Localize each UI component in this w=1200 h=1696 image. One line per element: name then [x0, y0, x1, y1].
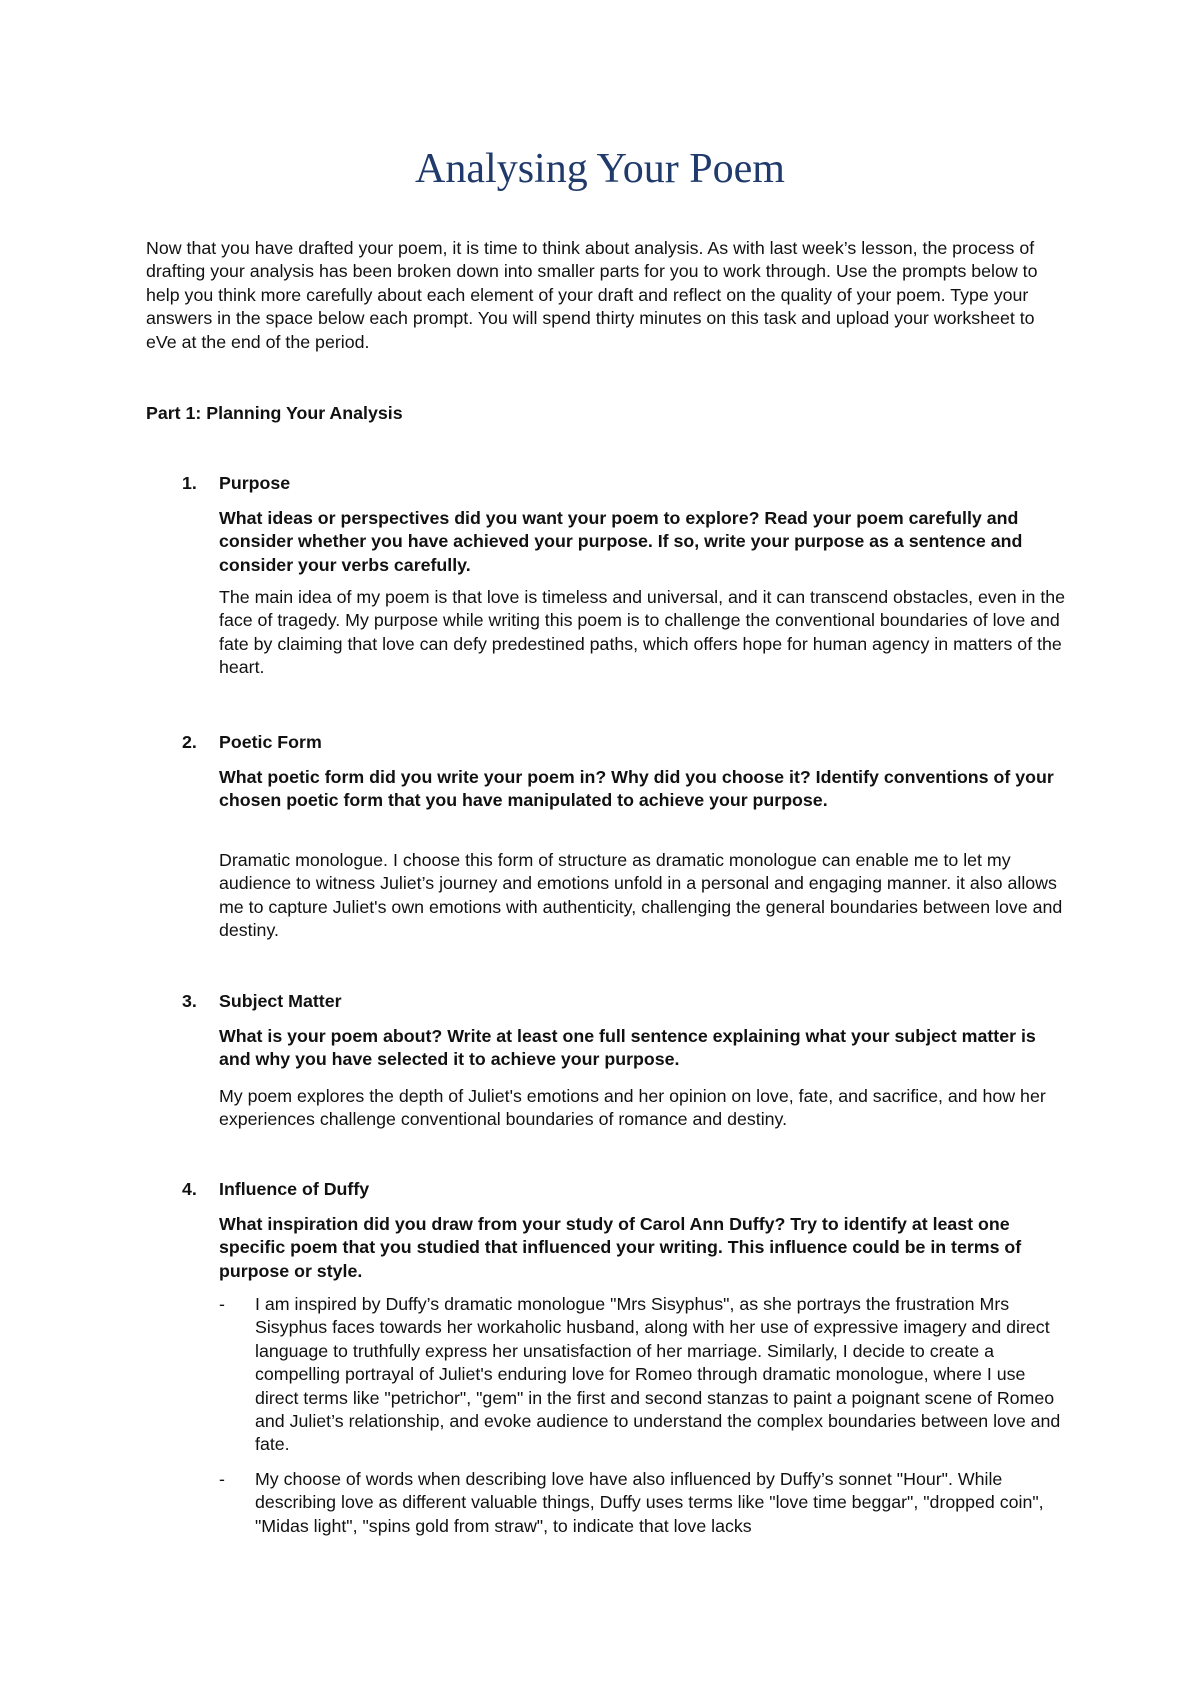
- section-title: Purpose: [219, 473, 291, 493]
- bullet-text: My choose of words when describing love have also influenced by Duffy’s sonnet "Hour". While describing love as different valuable things, Duffy uses terms like "love time beggar", "dropped coin", "Midas light", "spins gold from straw", to indicate that love lacks: [255, 1468, 1044, 1536]
- section-title: Poetic Form: [219, 732, 322, 752]
- section-answer: The main idea of my poem is that love is timeless and universal, and it can transcend obstacles, even in the face of tragedy. My purpose while writing this poem is to challenge the conventional boundaries of love and fate by claiming that love can defy predestined paths, which offers hope for human agency in matters of the heart.: [219, 587, 1066, 678]
- intro-paragraph: Now that you have drafted your poem, it is time to think about analysis. As with last week’s lesson, the process of drafting your analysis has been broken down into smaller parts for you to work through. Use the prompts below to help you think more carefully about each element of your draft and reflect on the quality of your poem. Type your answers in the space below each prompt. You will spend thirty minutes on this task and upload your worksheet to eVe at the end of the period.: [146, 238, 1038, 352]
- section-purpose: [146, 472, 1066, 682]
- section-number: 3.: [182, 991, 197, 1011]
- section-prompt: What inspiration did you draw from your study of Carol Ann Duffy? Try to identify at least one specific poem that you studied that influenced your writing. This influence could be in terms of purpose or style.: [219, 1214, 1022, 1281]
- influence-bullet-list: [219, 1293, 1069, 1549]
- dash-bullet-icon: -: [219, 1294, 225, 1314]
- section-number: 4.: [182, 1179, 197, 1199]
- section-prompt: What is your poem about? Write at least one full sentence explaining what your subject matter is and why you have selected it to achieve your purpose.: [219, 1026, 1036, 1070]
- section-poetic-form: [146, 731, 1066, 941]
- list-item: [219, 1293, 1069, 1457]
- section-title: Subject Matter: [219, 991, 342, 1011]
- section-title: Influence of Duffy: [219, 1179, 370, 1199]
- section-answer: Dramatic monologue. I choose this form of structure as dramatic monologue can enable me to let my audience to witness Juliet’s journey and emotions unfold in a personal and engaging manner. it also allows me to capture Juliet's own emotions with authenticity, challenging the general boundaries between love and destiny.: [219, 850, 1063, 941]
- section-subject-matter: [146, 990, 1066, 1140]
- part-heading: Part 1: Planning Your Analysis: [146, 403, 403, 423]
- page-title: Analysing Your Poem: [415, 146, 785, 192]
- list-item: [219, 1468, 1069, 1538]
- section-number: 2.: [182, 732, 197, 752]
- section-prompt: What poetic form did you write your poem in? Why did you choose it? Identify conventions of your chosen poetic form that you have manipulated to achieve your purpose.: [219, 767, 1054, 811]
- section-prompt: What ideas or perspectives did you want your poem to explore? Read your poem carefully and consider whether you have achieved your purpose. If so, write your purpose as a sentence and consider your verbs carefully.: [219, 508, 1023, 575]
- section-influence-of-duffy: [146, 1178, 1066, 1578]
- dash-bullet-icon: -: [219, 1468, 225, 1489]
- section-answer: My poem explores the depth of Juliet's emotions and her opinion on love, fate, and sacrifice, and how her experiences challenge conventional boundaries of romance and destiny.: [219, 1086, 1046, 1130]
- bullet-text: I am inspired by Duffy’s dramatic monologue "Mrs Sisyphus", as she portrays the frustration Mrs Sisyphus faces towards her workaholic husband, along with her use of expressive imagery and direct language to truthfully express her unsatisfaction of her marriage. Similarly, I decide to create a compelling portrayal of Juliet's enduring love for Romeo through dramatic monologue, where I use direct terms like "petrichor", "gem" in the first and second stanzas to paint a poignant scene of Romeo and Juliet’s relationship, and evoke audience to understand the complex boundaries between love and fate.: [255, 1294, 1061, 1455]
- section-number: 1.: [182, 473, 197, 493]
